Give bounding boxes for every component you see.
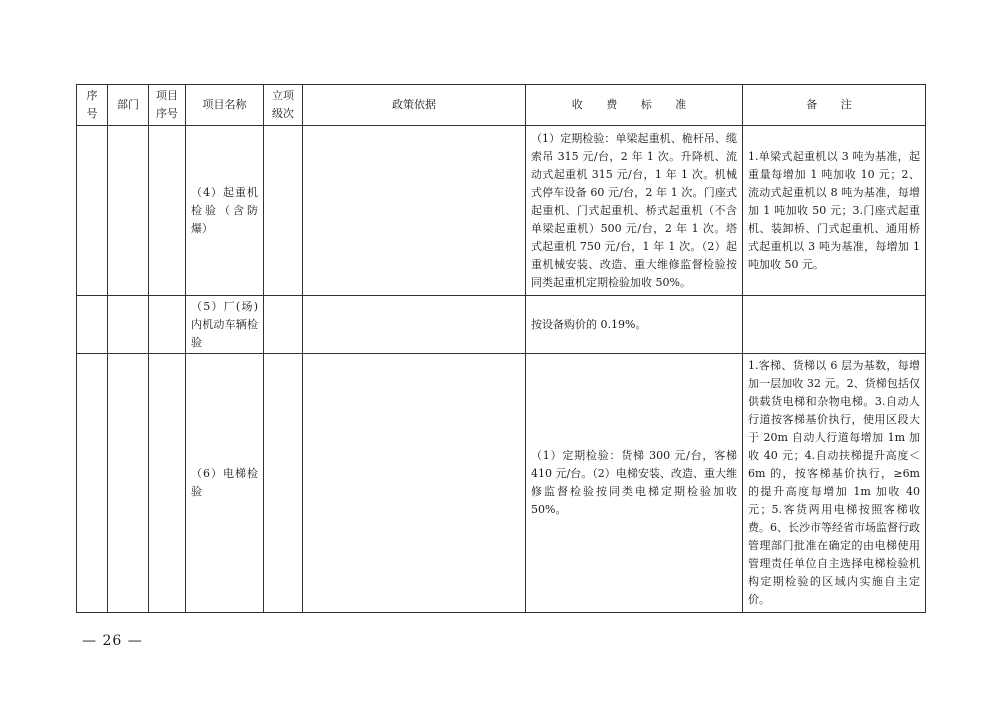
header-dept: 部门 (108, 85, 149, 126)
remark-text: 1.单梁式起重机以 3 吨为基准，起重量每增加 1 吨加收 10 元；2、流动式起重机以 8 吨为基准，每增加 1 吨加收 50 元；3.门座式起重机、装卸桥、门式起重机、通用桥式起重机以 3 吨为基准，每增加 1 吨加收 50 元。 (748, 149, 920, 271)
header-level: 立项 级次 (264, 85, 303, 126)
row-policy-cell (303, 126, 526, 296)
row-seq-cell (77, 296, 108, 354)
row-item-name-cell (186, 296, 264, 354)
row-remark-cell (743, 296, 926, 354)
row-item-seq-cell (149, 354, 186, 613)
item-name-text: （4）起重机检验（含防爆） (191, 185, 258, 235)
row-standard-cell (526, 296, 743, 354)
row-dept-cell (108, 126, 149, 296)
header-policy: 政策依据 (303, 85, 526, 126)
header-standard: 收 费 标 准 (526, 85, 743, 126)
header-seq: 序 号 (77, 85, 108, 126)
standard-text: 按设备购价的 0.19%。 (531, 317, 647, 331)
row-seq-cell (77, 354, 108, 613)
row-level-cell (264, 126, 303, 296)
row-remark-cell (743, 126, 926, 296)
item-name-text: （5）厂(场)内机动车辆检验 (191, 299, 258, 349)
remark-text: 1.客梯、货梯以 6 层为基数，每增加一层加收 32 元。2、货梯包括仅供载货电梯和杂物电梯。3.自动人行道按客梯基价执行，使用区段大于 20m 自动人行道每增加 1m 加收 40 元；4.自动扶梯提升高度＜6m 的，按客梯基价执行，≥6m 的提升高度每增加 1m 加收 40 元；5.客货两用电梯按照客梯收费。6、长沙市等经省市场监督行政管理部门批准在确定的由电梯使用管理责任单位自主选择电梯检验机构定期检验的区域内实施自主定价。 (748, 359, 920, 606)
row-dept-cell (108, 354, 149, 613)
page-number: — 26 — (82, 633, 143, 649)
header-remark: 备 注 (743, 85, 926, 126)
standard-text: （1）定期检验：货梯 300 元/台，客梯 410 元/台。（2）电梯安装、改造、重大维修监督检验按同类电梯定期检验加收 50%。 (531, 449, 737, 516)
table-row (77, 296, 926, 354)
table-row (77, 354, 926, 613)
row-policy-cell (303, 354, 526, 613)
item-name-text: （6）电梯检验 (191, 467, 258, 498)
row-level-cell (264, 296, 303, 354)
header-item-name: 项目名称 (186, 85, 264, 126)
fee-table (76, 84, 926, 613)
row-item-seq-cell (149, 296, 186, 354)
header-item-seq: 项目 序号 (149, 85, 186, 126)
header-row (77, 85, 926, 126)
row-item-name-cell (186, 126, 264, 296)
row-policy-cell (303, 296, 526, 354)
row-remark-cell (743, 354, 926, 613)
row-level-cell (264, 354, 303, 613)
table-row (77, 126, 926, 296)
row-standard-cell (526, 354, 743, 613)
row-standard-cell (526, 126, 743, 296)
row-item-seq-cell (149, 126, 186, 296)
row-seq-cell (77, 126, 108, 296)
row-dept-cell (108, 296, 149, 354)
row-item-name-cell (186, 354, 264, 613)
standard-text: （1）定期检验：单梁起重机、桅杆吊、缆索吊 315 元/台，2 年 1 次。升降机、流动式起重机 315 元/台，1 年 1 次。机械式停车设备 60 元/台，2 年 1 次。门座式起重机、门式起重机、桥式起重机（不含单梁起重机）500 元/台，2 年 1 次。塔式起重机 750 元/台，1 年 1 次。（2）起重机械安装、改造、重大维修监督检验按同类起重机定期检验加收 50%。 (531, 131, 737, 289)
